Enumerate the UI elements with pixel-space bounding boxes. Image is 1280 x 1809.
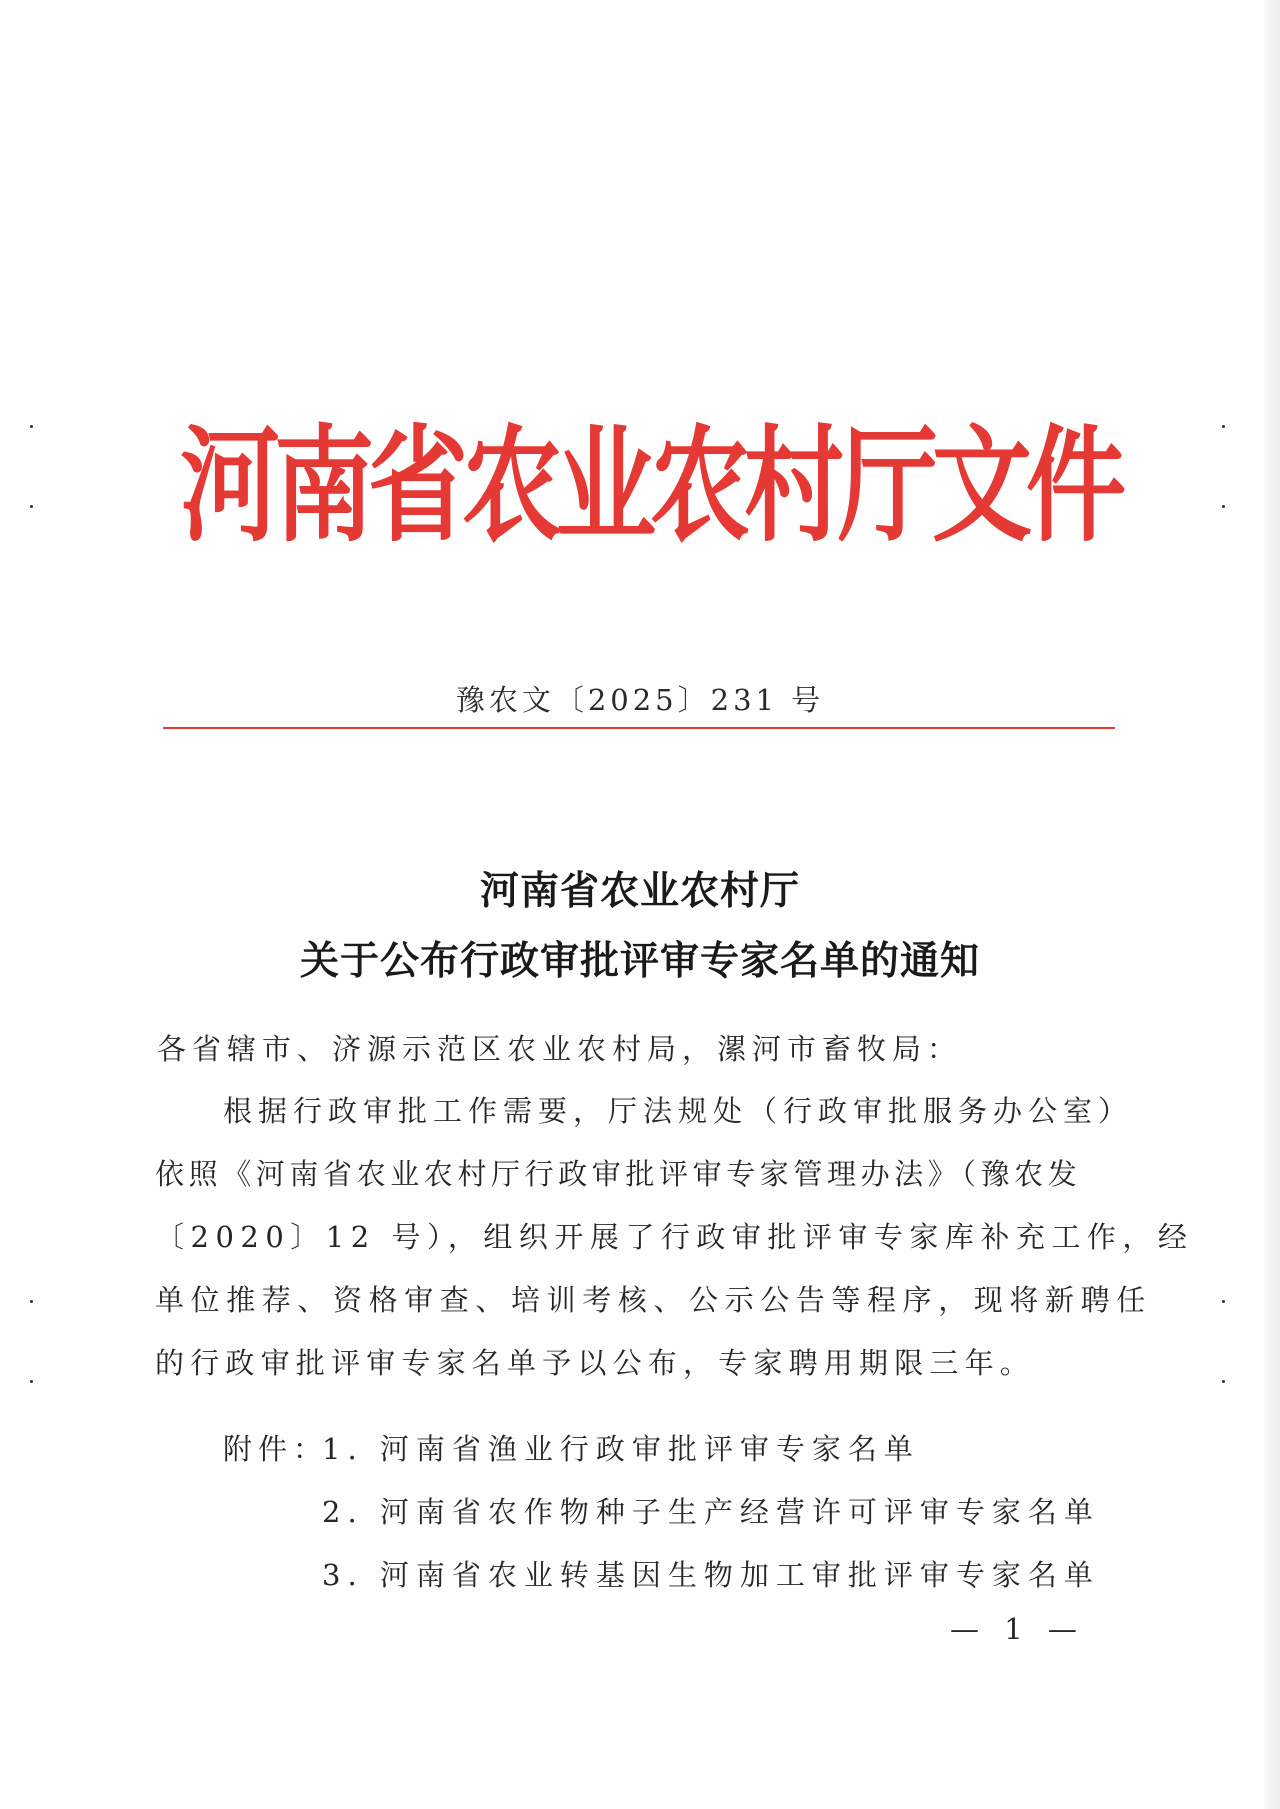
body-line: 的行政审批评审专家名单予以公布，专家聘用期限三年。 [155, 1346, 1036, 1380]
body-line: 根据行政审批工作需要，厅法规处（行政审批服务办公室） [223, 1094, 1134, 1128]
notice-title-line-2: 关于公布行政审批评审专家名单的通知 [299, 939, 980, 984]
page-number: — 1 — [950, 1612, 1085, 1646]
attachment-item: 1. 河南省渔业行政审批评审专家名单 [322, 1432, 920, 1466]
salutation: 各省辖市、济源示范区农业农村局，漯河市畜牧局： [157, 1032, 963, 1066]
binding-mark [1222, 1380, 1225, 1383]
binding-mark [30, 1380, 33, 1383]
attachment-item: 3. 河南省农业转基因生物加工审批评审专家名单 [322, 1558, 1100, 1592]
binding-mark [30, 505, 33, 508]
binding-mark [30, 425, 33, 428]
body-line: 单位推荐、资格审查、培训考核、公示公告等程序，现将新聘任 [155, 1283, 1152, 1317]
binding-mark [1222, 1300, 1225, 1303]
binding-mark [30, 1300, 33, 1303]
document-number: 豫农文〔2025〕231 号 [455, 683, 825, 717]
attachments-label: 附件： [223, 1432, 329, 1466]
red-masthead: 河南省农业农村厅文件 [180, 411, 1120, 559]
attachment-item: 2. 河南省农作物种子生产经营许可评审专家名单 [322, 1495, 1100, 1529]
binding-mark [1222, 505, 1225, 508]
binding-mark [1222, 425, 1225, 428]
body-line: 〔2020〕12 号），组织开展了行政审批评审专家库补充工作，经 [155, 1220, 1194, 1254]
body-line: 依照《河南省农业农村厅行政审批评审专家管理办法》（豫农发 [155, 1157, 1082, 1191]
red-divider-line [163, 727, 1115, 729]
notice-title-line-1: 河南省农业农村厅 [479, 869, 800, 914]
